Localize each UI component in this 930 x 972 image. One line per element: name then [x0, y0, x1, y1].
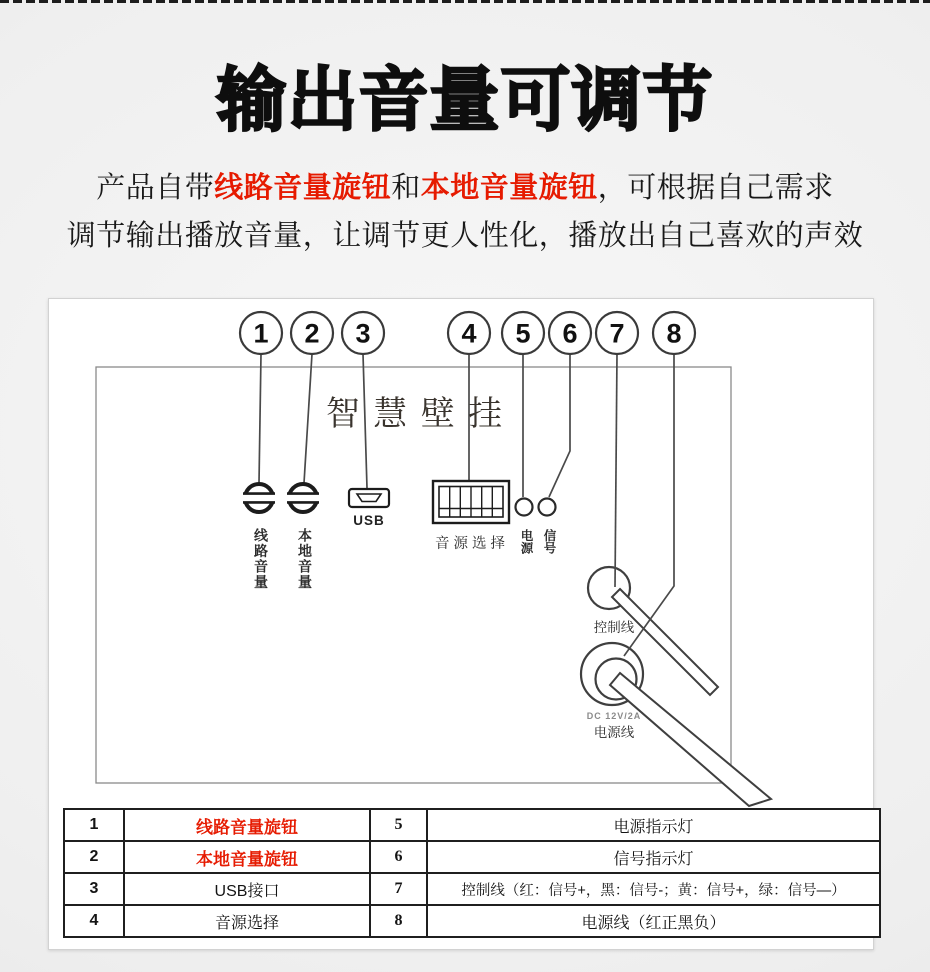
leader-line-1: [259, 354, 261, 483]
intro-text-line2: 调节输出播放音量，让调节更人性化，播放出自己喜欢的声效: [66, 220, 864, 252]
signal-led-label: 信号: [542, 529, 556, 554]
device-title: 智 慧 壁 挂: [325, 395, 505, 433]
legend-number: 5: [370, 809, 427, 841]
source-select-dip-switch: [433, 481, 509, 523]
callout-6: [549, 312, 591, 354]
control-wire-label: 控制线: [593, 620, 635, 635]
callout-3-number: 3: [355, 318, 371, 349]
intro-text: 和: [391, 172, 421, 204]
callout-3: [342, 312, 384, 354]
legend-item-control-wire: 控制线（红：信号+，黑：信号-；黄：信号+，绿：信号—）: [427, 873, 880, 905]
callout-2-number: 2: [304, 318, 320, 349]
table-row: [64, 841, 880, 873]
power-led: [516, 499, 533, 516]
legend-number: 2: [64, 841, 124, 873]
legend-number: 1: [64, 809, 124, 841]
legend-number: 7: [370, 873, 427, 905]
page-title: 输出音量可调节: [216, 61, 714, 139]
power-led-label: 电源: [519, 529, 533, 554]
local-volume-knob-label: 本地音量: [297, 528, 313, 590]
callout-1: [240, 312, 282, 354]
legend-item-source-select: 音源选择: [124, 905, 370, 937]
local-volume-knob: [286, 484, 320, 512]
table-row: [64, 905, 880, 937]
legend-number: 8: [370, 905, 427, 937]
callout-8-number: 8: [666, 318, 682, 349]
table-row: [64, 809, 880, 841]
leader-line-6: [549, 354, 570, 497]
callout-2: [291, 312, 333, 354]
legend-number: 6: [370, 841, 427, 873]
legend-item-local-volume: 本地音量旋钮: [124, 841, 370, 873]
callout-4: [448, 312, 490, 354]
callout-8: [653, 312, 695, 354]
intro-text: 产品自带: [96, 172, 215, 204]
callout-badges: [240, 312, 695, 354]
callout-5-number: 5: [515, 318, 531, 349]
legend-item-power-wire: 电源线（红正黑负）: [427, 905, 880, 937]
legend-item-line-volume: 线路音量旋钮: [124, 809, 370, 841]
usb-port: [349, 489, 389, 507]
line-volume-knob-label: 线路音量: [253, 528, 269, 590]
leader-line-2: [304, 354, 312, 483]
legend-table: [63, 808, 881, 938]
callout-leader-lines-78: [615, 354, 674, 656]
intro-highlight-local-volume: 本地音量旋钮: [420, 172, 598, 204]
line-volume-knob: [242, 484, 276, 512]
legend-item-power-led: 电源指示灯: [427, 809, 880, 841]
callout-5: [502, 312, 544, 354]
legend-number: 4: [64, 905, 124, 937]
intro-text: ，可根据自己需求: [597, 172, 834, 204]
table-row: [64, 873, 880, 905]
callout-6-number: 6: [562, 318, 578, 349]
intro-highlight-line-volume: 线路音量旋钮: [214, 172, 392, 204]
callout-7-number: 7: [609, 318, 625, 349]
legend-number: 3: [64, 873, 124, 905]
power-wire-label: 电源线: [593, 725, 635, 740]
signal-led: [539, 499, 556, 516]
usb-label: USB: [353, 513, 385, 528]
intro-paragraph: [0, 164, 930, 260]
source-select-label: 音 源 选 择: [434, 536, 506, 552]
leader-line-7: [615, 354, 617, 587]
power-spec-label: DC 12V/2A: [586, 711, 642, 721]
callout-4-number: 4: [461, 318, 477, 349]
top-dashed-divider: [0, 0, 930, 3]
legend-item-signal-led: 信号指示灯: [427, 841, 880, 873]
legend-item-usb: USB接口: [124, 873, 370, 905]
callout-1-number: 1: [253, 318, 269, 349]
callout-7: [596, 312, 638, 354]
